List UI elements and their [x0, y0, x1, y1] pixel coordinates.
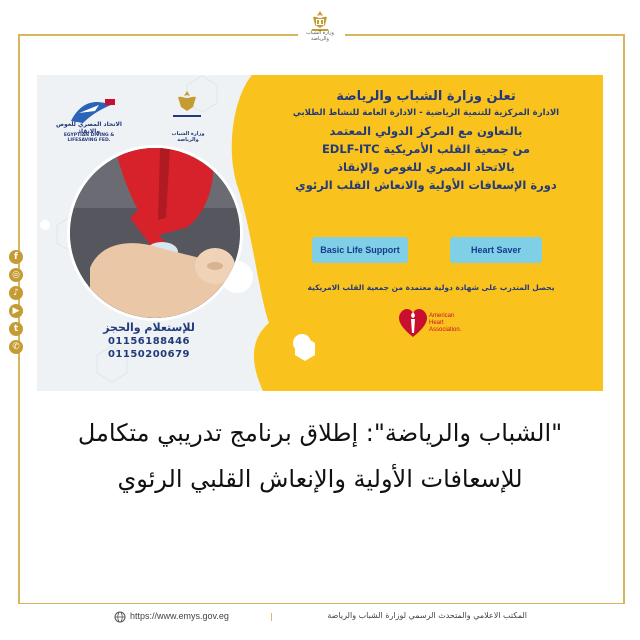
- poster-line-6: دورة الإسعافات الأولية والانعاش القلب الرئوي: [295, 178, 557, 192]
- federation-name-ar: الاتحاد المصري للغوص والانقاذ: [55, 121, 122, 135]
- poster-line-1: تعلن وزارة الشباب والرياضة: [336, 89, 516, 104]
- youtube-icon[interactable]: ▶: [9, 304, 23, 318]
- frame-top-left: [18, 34, 298, 36]
- ministry-logo-caption: وزارة الشباب والرياضة: [171, 131, 205, 143]
- heart-saver-badge: Heart Saver: [450, 237, 542, 263]
- facebook-icon[interactable]: f: [9, 250, 23, 264]
- footer: [110, 608, 530, 628]
- social-icons: [9, 250, 27, 358]
- aha-wordmark: [429, 313, 461, 334]
- course-poster: [37, 75, 603, 391]
- website-link[interactable]: https://www.emys.gov.eg: [130, 611, 229, 621]
- phone-number-2[interactable]: 01150200679: [107, 349, 191, 360]
- media-office-credit: المكتب الاعلامي والمتحدث الرسمي لوزارة الشباب والرياضة: [327, 611, 527, 620]
- instagram-icon[interactable]: ◎: [9, 268, 23, 282]
- ministry-emblem-logo: [300, 8, 340, 48]
- frame-bottom: [18, 603, 625, 604]
- aha-word-3: Association.: [429, 327, 462, 333]
- poster-line-5: بالاتحاد المصري للغوص والإنقاذ: [337, 160, 515, 174]
- certificate-note: يحصل المتدرب على شهادة دولية معتمدة من جمعية القلب الامريكية: [307, 283, 555, 292]
- post-headline: "الشباب والرياضة": إطلاق برنامج تدريبي متكامل للإسعافات الأولية والإنعاش القلبي الرئوي: [77, 419, 563, 493]
- footer-separator: |: [270, 612, 273, 621]
- frame-right: [623, 34, 625, 604]
- federation-name-en: EGYPTIAN DIVING & LIFESAVING FED.: [63, 133, 115, 143]
- twitter-icon[interactable]: t: [9, 322, 23, 336]
- whatsapp-icon[interactable]: ✆: [9, 340, 23, 354]
- contact-title: للإستعلام والحجز: [103, 321, 195, 334]
- contact-block: [89, 321, 209, 360]
- poster-line-4: من جمعية القلب الأمريكية EDLF-ITC: [321, 142, 531, 156]
- heart-torch-icon: [399, 309, 427, 339]
- aha-word-1: American: [429, 313, 455, 319]
- american-heart-association-logo: [399, 309, 519, 353]
- emblem-caption: وزارة الشباب والرياضة: [306, 30, 334, 42]
- partner-logos: [47, 87, 217, 143]
- aha-word-2: Heart: [429, 320, 444, 326]
- globe-icon: [114, 611, 126, 623]
- cpr-training-photo: [67, 145, 243, 321]
- frame-top-right: [345, 34, 625, 36]
- tiktok-icon[interactable]: ♪: [9, 286, 23, 300]
- basic-life-support-badge: Basic Life Support: [312, 237, 408, 263]
- poster-line-3: بالتعاون مع المركز الدولي المعتمد: [329, 124, 523, 138]
- poster-line-2: الادارة المركزية للتنمية الرياضية - الادارة العامة للنشاط الطلابي: [292, 108, 560, 118]
- poster-announcement: [257, 87, 595, 192]
- cpr-scene: [70, 148, 240, 318]
- ministry-logo: [165, 89, 209, 129]
- phone-number-1[interactable]: 01156188446: [107, 336, 191, 347]
